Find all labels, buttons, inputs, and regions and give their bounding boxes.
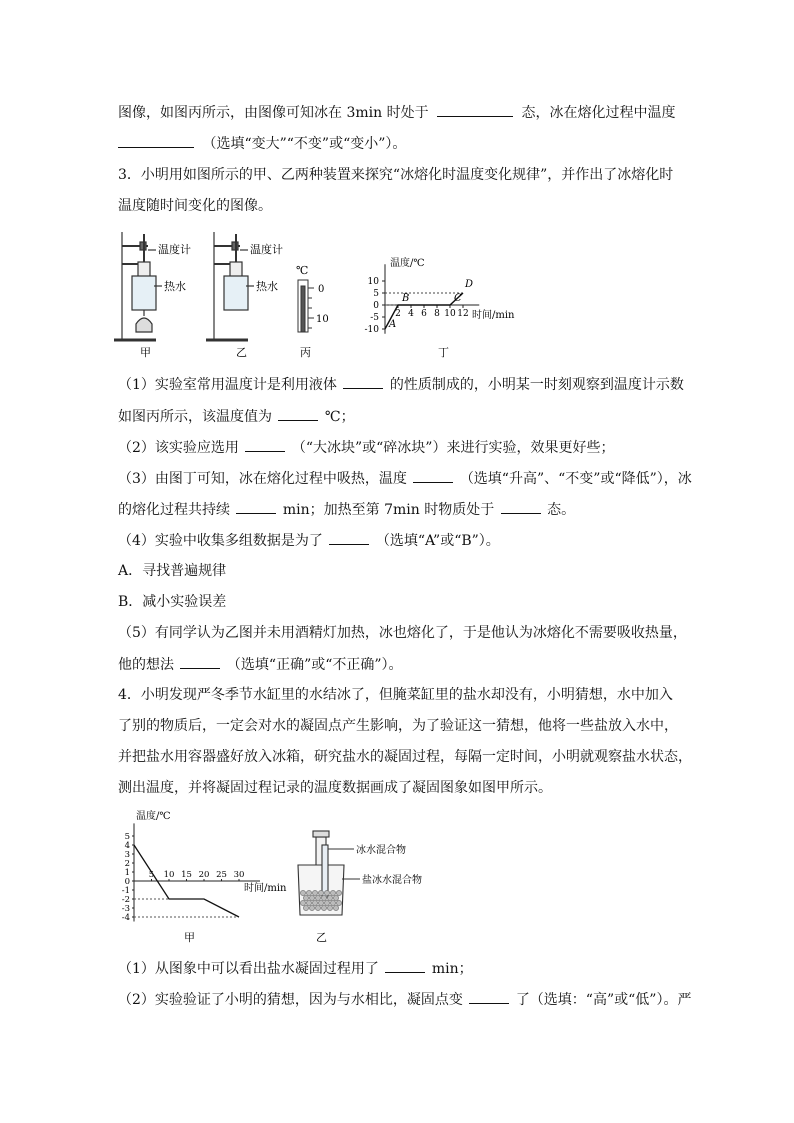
- q4-p2-a: （2）实验验证了小明的猜想，因为与水相比，凝固点变: [118, 992, 463, 1008]
- ice-cube: [318, 890, 323, 895]
- q4-p2-b: 了（选填：“高”或“低”）。严: [515, 992, 692, 1008]
- cap-yi: 乙: [236, 346, 247, 359]
- q3-blank-3[interactable]: [245, 437, 285, 452]
- ding-xtick-label: 4: [408, 309, 414, 319]
- q4-ytick-label: -3: [121, 904, 130, 914]
- label-salticewater: 盐冰水混合物: [362, 875, 422, 886]
- thermo-tick-10: 10: [316, 314, 329, 325]
- ding-ytick-label: 10: [367, 277, 379, 287]
- q3-option-b[interactable]: B．减小实验误差: [118, 594, 227, 610]
- q3-p3-a: （3）由图丁可知，冰在熔化过程中吸热，温度: [118, 471, 407, 487]
- graph-ding-ylabel: 温度/℃: [390, 258, 425, 269]
- q4-xtick-label: 25: [216, 870, 227, 880]
- label-icewater: 冰水混合物: [356, 845, 406, 856]
- q4-p1-a: （1）从图象中可以看出盐水凝固过程用了: [118, 961, 379, 977]
- graph-ding: [365, 264, 480, 335]
- q4-xtick-label: 15: [181, 870, 192, 880]
- q3-blank-6[interactable]: [501, 499, 541, 514]
- ice-cube: [303, 905, 308, 910]
- q2-blank-2[interactable]: [118, 133, 194, 148]
- ding-ytick-label: 5: [373, 289, 379, 299]
- q4-ytick-label: -2: [121, 895, 130, 905]
- q3-intro-1: 3．小明用如图所示的甲、乙两种装置来探究“冰熔化时温度变化规律”，并作出了冰熔化时: [118, 167, 674, 183]
- q4-xtick-label: 10: [163, 870, 175, 880]
- ice-cube: [327, 905, 332, 910]
- ice-cube: [312, 900, 317, 905]
- q4-ytick-label: 2: [124, 859, 130, 869]
- ding-xtick-label: 2: [395, 309, 401, 319]
- q3-p1-a: （1）实验室常用温度计是利用液体: [118, 377, 337, 393]
- q2-text-a: 图像，如图丙所示，由图像可知冰在 3min 时处于: [118, 105, 429, 121]
- q4-intro-1: 4．小明发现严冬季节水缸里的水结冰了，但腌菜缸里的盐水却没有，小明猜想，水中加入: [118, 687, 673, 703]
- ding-xtick-label: 8: [434, 309, 440, 319]
- thermo-tick-0: 0: [318, 284, 325, 295]
- q3-figure: [110, 224, 530, 364]
- q3-p4-b: （选填“A”或“B”）。: [375, 533, 500, 549]
- q3-p3-d: min；加热至第 7min 时物质处于: [282, 502, 495, 518]
- q3-p1-d: ℃；: [324, 409, 355, 425]
- graph-q4-xlabel: 时间/min: [244, 883, 287, 894]
- ice-cube: [306, 890, 311, 895]
- q4-intro-2: 了别的物质后，一定会对水的凝固点产生影响，为了验证这一猜想，他将一些盐放入水中，: [118, 718, 678, 734]
- q4-p1: [118, 958, 473, 979]
- ice-cube: [315, 905, 320, 910]
- label-hotwater-jia: 热水: [164, 280, 186, 293]
- q2-text-b: 态，冰在熔化过程中温度: [521, 105, 676, 121]
- ice-cube: [336, 890, 341, 895]
- cap-jia: 甲: [140, 346, 151, 359]
- q3-p3-b: （选填“升高”、“不变”或“降低”），冰: [459, 471, 692, 487]
- ice-cube: [327, 895, 332, 900]
- label-hotwater-yi: 热水: [256, 280, 278, 293]
- ice-cube: [333, 905, 338, 910]
- q4-ytick-label: -1: [121, 886, 130, 896]
- q4-cap-jia: 甲: [184, 931, 195, 944]
- q3-p5-line-2: [118, 654, 403, 675]
- ice-cube: [315, 895, 320, 900]
- apparatus-jia: [114, 232, 162, 340]
- q4-ytick-label: -4: [121, 913, 130, 923]
- q4-ytick-label: 1: [124, 868, 130, 878]
- q3-p3-line-1: [118, 468, 692, 489]
- ding-xtick-label: 12: [457, 309, 469, 319]
- q4-p2: [118, 989, 691, 1010]
- ice-cube: [303, 895, 308, 900]
- q3-p5-c: （选填“正确”或“不正确”）。: [226, 657, 403, 673]
- q3-option-a[interactable]: A．寻找普遍规律: [118, 563, 227, 579]
- cap-bing: 丙: [300, 346, 311, 359]
- q2-line-2: [118, 133, 406, 154]
- ding-ytick-label: -10: [364, 325, 379, 335]
- q4-intro-3: 并把盐水用容器盛好放入冰箱，研究盐水的凝固过程，每隔一定时间，小明就观察盐水状态，: [118, 749, 692, 765]
- ice-cube: [330, 900, 335, 905]
- label-degc: ℃: [296, 264, 309, 277]
- ice-cube: [300, 900, 305, 905]
- q4-blank-1[interactable]: [385, 958, 425, 973]
- graph-ding-xlabel: 时间/min: [472, 310, 515, 321]
- ice-cube: [324, 900, 329, 905]
- graph-q4-ylabel: 温度/℃: [136, 811, 171, 822]
- ding-point-label: D: [465, 279, 474, 290]
- q4-ytick-label: 5: [124, 832, 130, 842]
- q3-p3-c: 的熔化过程共持续: [118, 502, 230, 518]
- ding-ytick-label: -5: [370, 313, 379, 323]
- q4-xtick-label: 30: [233, 870, 245, 880]
- q3-p3-line-2: [118, 499, 575, 520]
- ice-cube: [330, 890, 335, 895]
- q3-p4-a: （4）实验中收集多组数据是为了: [118, 533, 323, 549]
- q4-p1-b: min；: [431, 961, 473, 977]
- q4-ytick-label: 0: [124, 877, 130, 887]
- apparatus-yi: [206, 232, 254, 340]
- q4-xtick-label: 20: [198, 870, 210, 880]
- q3-p5-line-1: （5）有同学认为乙图并未用酒精灯加热，冰也熔化了，于是他认为冰熔化不需要吸收热量，: [118, 625, 687, 641]
- ding-ytick-label: 0: [373, 301, 379, 311]
- q2-line-1: [118, 102, 675, 123]
- q3-p4: [118, 530, 500, 551]
- q3-p1-line-1: [118, 374, 684, 395]
- ice-cube: [321, 905, 326, 910]
- q3-p1-line-2: [118, 406, 355, 427]
- ice-cube: [306, 900, 311, 905]
- q3-blank-4[interactable]: [413, 468, 453, 483]
- q3-blank-7[interactable]: [329, 530, 369, 545]
- cap-ding: 丁: [438, 346, 449, 359]
- ding-point-label: B: [402, 293, 410, 304]
- q3-p2: [118, 437, 614, 458]
- ice-cube: [318, 900, 323, 905]
- q3-p1-b: 的性质制成的，小明某一时刻观察到温度计示数: [389, 377, 684, 393]
- q4-intro-4: 测出温度，并将凝固过程记录的温度数据画成了凝固图象如图甲所示。: [118, 780, 552, 796]
- q3-p3-e: 态。: [547, 502, 576, 518]
- q4-cap-yi: 乙: [316, 931, 327, 944]
- thermometer-bing: [298, 280, 314, 332]
- ding-xtick-label: 6: [421, 309, 427, 319]
- q3-p2-b: （“大冰块”或“碎冰块”）来进行实验，效果更好些；: [291, 440, 615, 456]
- q4-xtick-label: 5: [148, 870, 155, 880]
- ice-cube: [300, 890, 305, 895]
- q3-p2-a: （2）该实验应选用: [118, 440, 239, 456]
- ice-cube: [321, 895, 326, 900]
- q3-blank-1[interactable]: [343, 374, 383, 389]
- q2-text-c: （选填“变大”“不变”或“变小”）。: [202, 136, 407, 152]
- ice-cube: [333, 895, 338, 900]
- graph-q4-jia: [122, 823, 260, 923]
- q3-blank-5[interactable]: [236, 499, 276, 514]
- ice-cube: [336, 900, 341, 905]
- ice-cube: [324, 890, 329, 895]
- q2-blank-1[interactable]: [437, 102, 513, 117]
- label-thermometer-jia: 温度计: [158, 243, 191, 256]
- ding-point-label: C: [454, 293, 462, 304]
- q4-ytick-label: 4: [124, 841, 130, 851]
- ding-point-label: A: [389, 319, 397, 330]
- q3-p5-b: 他的想法: [118, 657, 174, 673]
- label-thermometer-yi: 温度计: [250, 243, 283, 256]
- ice-cube: [312, 890, 317, 895]
- ice-cube: [309, 905, 314, 910]
- q4-ytick-label: 3: [124, 850, 130, 860]
- q4-blank-2[interactable]: [469, 989, 509, 1004]
- q3-blank-2[interactable]: [278, 406, 318, 421]
- q4-figure: [110, 805, 430, 947]
- ice-cube: [309, 895, 314, 900]
- q3-blank-8[interactable]: [180, 654, 220, 669]
- q3-intro-2: 温度随时间变化的图像。: [118, 198, 272, 214]
- ding-xtick-label: 10: [444, 309, 456, 319]
- q3-p1-c: 如图丙所示，该温度值为: [118, 409, 272, 425]
